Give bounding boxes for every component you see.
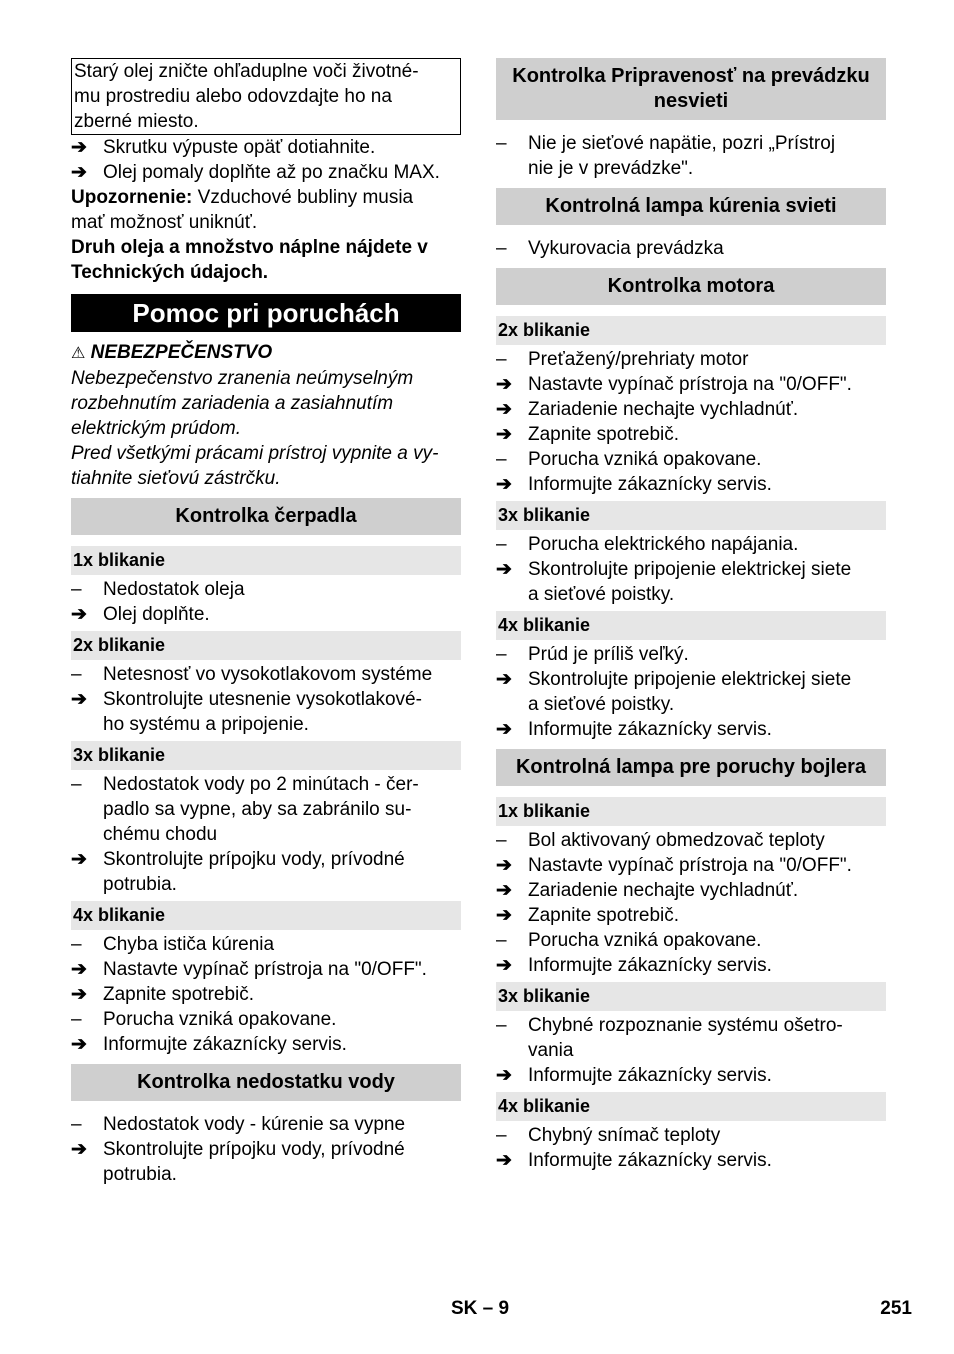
danger-label: NEBEZPEČENSTVO [90,342,273,363]
subsection-heading: 1x blikanie [496,797,886,826]
danger-line: Pred všetkými prácami prístroj vypnite a vy- [71,443,439,464]
subsection-heading: 4x blikanie [496,611,886,640]
item-line: Zariadenie nechajte vychladnúť. [528,399,799,420]
danger-line: tiahnite sieťovú zástrčku. [71,468,281,489]
dash-bullet: – [496,133,507,154]
list-item [496,447,886,472]
section-heading: Kontrolná lampa kúrenia svieti [496,188,886,225]
arrow-right-icon: ➔ [496,905,512,926]
item-line: Informujte zákaznícky servis. [528,719,772,740]
arrow-right-icon: ➔ [496,474,512,495]
note-line: mu prostrediu alebo odovzdajte ho na [74,86,392,107]
list-item [71,135,461,160]
arrow-right-icon: ➔ [496,399,512,420]
dash-bullet: – [496,830,507,851]
item-line: Skontrolujte prípojku vody, prívodné [103,1139,405,1160]
section-heading: Kontrolka motora [496,268,886,305]
footer-page-number: 251 [880,1298,912,1319]
left-column [71,58,461,1187]
item-line: Skontrolujte utesnenie vysokotlakové- [103,689,422,710]
list-item [71,602,461,627]
arrow-right-icon: ➔ [496,1065,512,1086]
list-item [496,372,886,397]
list-item [496,717,886,742]
item-line: a sieťové poistky. [528,584,675,605]
dash-bullet: – [496,238,507,259]
arrow-right-icon: ➔ [496,559,512,580]
item-line: Zapnite spotrebič. [528,424,680,445]
dash-bullet: – [71,774,82,795]
item-line: Preťažený/prehriaty motor [528,349,749,370]
oil-note-line: Technických údajoch. [71,262,269,283]
danger-line: rozbehnutím zariadenia a zasiahnutím [71,393,394,414]
list-item [71,160,461,185]
item-line: Zapnite spotrebič. [528,905,680,926]
item-line: padlo sa vypne, aby sa zabránilo su- [103,799,412,820]
list-item [71,982,461,1007]
item-line: chému chodu [103,824,218,845]
dash-bullet: – [496,1125,507,1146]
list-item [496,557,886,607]
arrow-right-icon: ➔ [496,719,512,740]
warning-line: mať možnosť uniknúť. [71,212,258,233]
danger-text [71,366,461,491]
chapter-title: Pomoc pri poruchách [71,294,461,332]
subsection-heading: 2x blikanie [496,316,886,345]
item-line: Porucha vzniká opakovane. [528,930,762,951]
list-item [71,772,461,847]
list-item [496,1148,886,1173]
item-line: Nastavte vypínač prístroja na "0/OFF". [528,855,852,876]
item-line: Informujte zákaznícky servis. [528,1065,772,1086]
danger-line: elektrickým prúdom. [71,418,241,439]
item-line: Skontrolujte prípojku vody, prívodné [103,849,405,870]
dash-bullet: – [496,534,507,555]
list-item [496,953,886,978]
item-line: Olej pomaly doplňte až po značku MAX. [103,162,440,183]
arrow-right-icon: ➔ [496,1150,512,1171]
top-steps [71,135,461,185]
dash-bullet: – [496,1015,507,1036]
arrow-right-icon: ➔ [71,849,87,870]
dash-bullet: – [71,1114,82,1135]
item-line: Nedostatok vody po 2 minútach - čer- [103,774,419,795]
list-item [496,667,886,717]
list-item [71,1137,461,1187]
arrow-right-icon: ➔ [496,424,512,445]
list-item [71,1032,461,1057]
list-item [71,932,461,957]
item-line: potrubia. [103,1164,177,1185]
item-line: Porucha elektrického napájania. [528,534,799,555]
arrow-right-icon: ➔ [71,984,87,1005]
right-column [496,58,886,1173]
arrow-right-icon: ➔ [71,137,87,158]
list-item [496,903,886,928]
dash-bullet: – [71,934,82,955]
list-item [496,422,886,447]
item-line: Nie je sieťové napätie, pozri „Prístroj [528,133,836,154]
item-line: Chybné rozpoznanie systému ošetro- [528,1015,843,1036]
danger-line: Nebezpečenstvo zranenia neúmyselným [71,368,414,389]
list-item [496,828,886,853]
list-item [496,236,886,261]
note-line: zberné miesto. [74,111,199,132]
subsection-heading: 3x blikanie [496,982,886,1011]
subsection-heading: 4x blikanie [71,901,461,930]
oil-note-line: Druh oleja a množstvo náplne nájdete v [71,237,428,258]
item-line: Informujte zákaznícky servis. [528,474,772,495]
item-line: Olej doplňte. [103,604,210,625]
item-line: Zapnite spotrebič. [103,984,255,1005]
item-line: Vykurovacia prevádzka [528,238,724,259]
section-heading: Kontrolná lampa pre poruchy bojlera [496,749,886,786]
item-line: Prúd je príliš veľký. [528,644,689,665]
subsection-heading: 2x blikanie [71,631,461,660]
section-heading: Kontrolka nedostatku vody [71,1064,461,1101]
dash-bullet: – [496,644,507,665]
list-item [496,642,886,667]
item-line: Bol aktivovaný obmedzovač teploty [528,830,825,851]
warning-label: Upozornenie: [71,187,193,208]
arrow-right-icon: ➔ [71,604,87,625]
item-line: ho systému a pripojenie. [103,714,309,735]
arrow-right-icon: ➔ [496,855,512,876]
arrow-right-icon: ➔ [496,880,512,901]
list-item [496,397,886,422]
section-heading: Kontrolka Pripravenosť na prevádzku nesvieti [496,58,886,120]
item-line: Informujte zákaznícky servis. [103,1034,347,1055]
arrow-right-icon: ➔ [496,669,512,690]
dash-bullet: – [496,930,507,951]
list-item [496,1013,886,1063]
section-heading: Kontrolka čerpadla [71,498,461,535]
list-item [496,1123,886,1148]
arrow-right-icon: ➔ [71,689,87,710]
item-line: Informujte zákaznícky servis. [528,955,772,976]
item-line: Netesnosť vo vysokotlakovom systéme [103,664,433,685]
item-line: nie je v prevádzke". [528,158,694,179]
disposal-note-box [71,58,461,135]
dash-bullet: – [496,449,507,470]
oil-type-note [71,235,461,285]
item-line: Nastavte vypínač prístroja na "0/OFF". [528,374,852,395]
item-line: vania [528,1040,574,1061]
list-item [71,1112,461,1137]
list-item [71,957,461,982]
item-line: Zariadenie nechajte vychladnúť. [528,880,799,901]
item-line: Nedostatok oleja [103,579,245,600]
list-item [496,853,886,878]
warning-triangle-icon: ⚠ [71,345,86,362]
item-line: Chyba ističa kúrenia [103,934,275,955]
item-line: Skontrolujte pripojenie elektrickej siete [528,559,852,580]
arrow-right-icon: ➔ [496,955,512,976]
item-line: Skrutku výpuste opäť dotiahnite. [103,137,376,158]
subsection-heading: 3x blikanie [71,741,461,770]
list-item [496,347,886,372]
subsection-heading: 3x blikanie [496,501,886,530]
list-item [496,1063,886,1088]
arrow-right-icon: ➔ [71,1139,87,1160]
item-line: Nastavte vypínač prístroja na "0/OFF". [103,959,427,980]
list-item [71,577,461,602]
item-line: potrubia. [103,874,177,895]
dash-bullet: – [71,1009,82,1030]
list-item [71,662,461,687]
item-line: Informujte zákaznícky servis. [528,1150,772,1171]
arrow-right-icon: ➔ [496,374,512,395]
list-item [496,878,886,903]
dash-bullet: – [496,349,507,370]
list-item [71,687,461,737]
warning-note [71,185,461,235]
subsection-heading: 4x blikanie [496,1092,886,1121]
footer-section-label: SK – 9 [450,1298,510,1319]
dash-bullet: – [71,579,82,600]
arrow-right-icon: ➔ [71,1034,87,1055]
warning-line: Vzduchové bubliny musia [192,187,414,208]
dash-bullet: – [71,664,82,685]
danger-heading [71,340,461,366]
item-line: a sieťové poistky. [528,694,675,715]
right-sections [496,58,886,1173]
subsection-heading: 1x blikanie [71,546,461,575]
list-item [496,472,886,497]
item-line: Porucha vzniká opakovane. [103,1009,337,1030]
item-line: Porucha vzniká opakovane. [528,449,762,470]
arrow-right-icon: ➔ [71,162,87,183]
note-line: Starý olej zničte ohľaduplne voči životné- [74,61,419,82]
list-item [71,1007,461,1032]
item-line: Nedostatok vody - kúrenie sa vypne [103,1114,406,1135]
item-line: Skontrolujte pripojenie elektrickej siete [528,669,852,690]
list-item [496,131,886,181]
list-item [496,532,886,557]
item-line: Chybný snímač teploty [528,1125,721,1146]
list-item [496,928,886,953]
list-item [71,847,461,897]
left-sections [71,498,461,1187]
arrow-right-icon: ➔ [71,959,87,980]
